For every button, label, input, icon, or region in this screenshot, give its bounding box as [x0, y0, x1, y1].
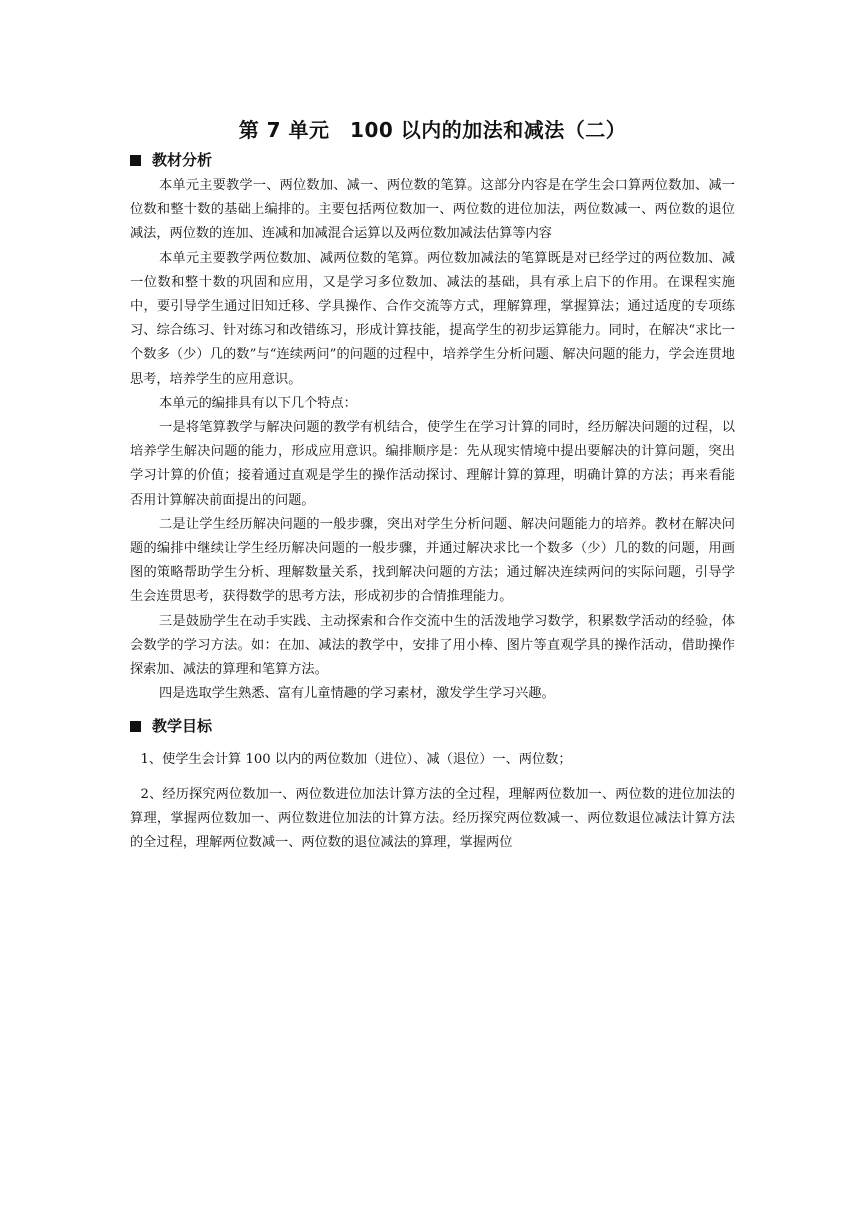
document-page: [130, 110, 735, 855]
paragraph: 三是鼓励学生在动手实践、主动探索和合作交流中生的活泼地学习数学，积累数学活动的经验，体会数学的学习方法。如：在加、减法的教学中，安排了用小棒、图片等直观学具的操作活动，借助操作探索加、减法的算理和笔算方法。: [130, 613, 735, 678]
goal-item: 2、经历探究两位数加一、两位数进位加法计算方法的全过程，理解两位数加一、两位数的进位加法的算理，掌握两位数加一、两位数进位加法的计算方法。经历探究两位数减一、两位数退位减法计算方法的全过程，理解两位数减一、两位数的退位减法的算理，掌握两位: [130, 786, 735, 851]
paragraph: 本单元主要教学两位数加、减两位数的笔算。两位数加减法的笔算既是对已经学过的两位数加、减一位数和整十数的巩固和应用，又是学习多位数加、减法的基础，具有承上启下的作用。在课程实施中，要引导学生通过旧知迁移、学具操作、合作交流等方式，理解算理，掌握算法；通过适度的专项练习、综合练习、针对练习和改错练习，形成计算技能，提高学生的初步运算能力。同时，在解决“求比一个数多（少）几的数”与“连续两问”的问题的过程中，培养学生分析问题、解决问题的能力，学会连贯地思考，培养学生的应用意识。: [130, 250, 735, 387]
paragraph: 四是选取学生熟悉、富有儿童情趣的学习素材，激发学生学习兴趣。: [159, 686, 555, 702]
square-bullet-icon: [130, 155, 141, 166]
document-title: 第 7 单元 100 以内的加法和减法（二）: [238, 118, 627, 142]
paragraph: 二是让学生经历解决问题的一般步骤，突出对学生分析问题、解决问题能力的培养。教材在解决问题的编排中继续让学生经历解决问题的一般步骤，并通过解决求比一个数多（少）几的数的问题，用画图的策略帮助学生分析、理解数量关系，找到解决问题的方法；通过解决连续两问的实际问题，引导学生会连贯思考，获得数学的思考方法，形成初步的合情推理能力。: [130, 516, 735, 605]
square-bullet-icon: [130, 721, 141, 732]
paragraph: 本单元的编排具有以下几个特点：: [159, 395, 357, 411]
section-heading-textbook-analysis: [130, 148, 735, 172]
section-heading-label: 教学目标: [152, 717, 213, 736]
paragraph: 本单元主要教学一、两位数加、减一、两位数的笔算。这部分内容是在学生会口算两位数加、减一位数和整十数的基础上编排的。主要包括两位数加一、两位数的进位加法，两位数减一、两位数的退位减法，两位数的连加、连减和加减混合运算以及两位数加减法估算等内容: [130, 178, 735, 242]
paragraph: 一是将笔算教学与解决问题的教学有机结合，使学生在学习计算的同时，经历解决问题的过程，以培养学生解决问题的能力，形成应用意识。编排顺序是：先从现实情境中提出要解决的计算问题，突出学习计算的价值；接着通过直观是学生的操作活动探讨、理解计算的算理，明确计算的方法；再来看能否用计算解决前面提出的问题。: [130, 420, 735, 508]
section-heading-teaching-goals: [130, 714, 735, 738]
goal-item: 1、使学生会计算 100 以内的两位数加（进位）、减（退位）一、两位数；: [140, 752, 572, 768]
section-heading-label: 教材分析: [152, 151, 213, 169]
